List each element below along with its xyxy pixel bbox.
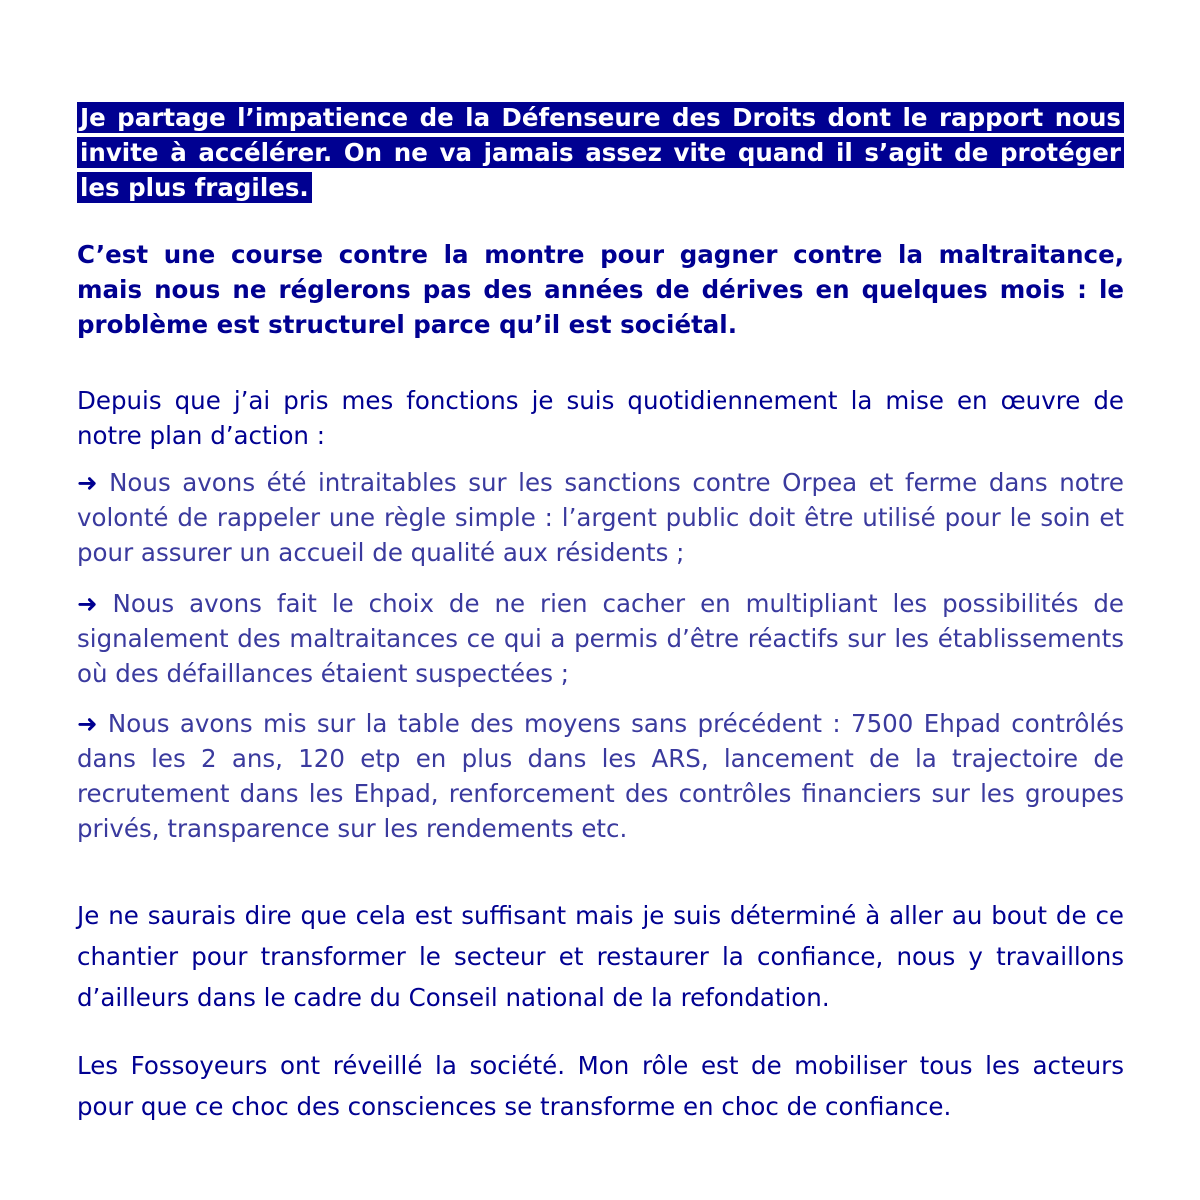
paragraph-course-contre-la-montre: C’est une course contre la montre pour gagner contre la maltraitance, mais nous ne réglerons pas des années de dérives en quelques mois : le problème est structurel parce qu’il est sociétal. xyxy=(77,240,1124,339)
bullet-text: Nous avons été intraitables sur les sanctions contre Orpea et ferme dans notre volonté de rappeler une règle simple : l’argent public doit être utilisé pour le soin et pour assurer un accueil de qualité aux résidents ; xyxy=(77,468,1124,567)
paragraph-determination: Je ne saurais dire que cela est suffisant mais je suis déterminé à aller au bout de ce chantier pour transformer le secteur et restaurer la confiance, nous y travaillons d’ailleurs dans le cadre du Conseil national de la refondation. xyxy=(77,901,1124,1012)
bullet-item-sanctions xyxy=(77,465,1124,570)
bullet-text: Nous avons mis sur la table des moyens sans précédent : 7500 Ehpad contrôlés dans les 2 ans, 120 etp en plus dans les ARS, lancement de la trajectoire de recrutement dans les Ehpad, renforcement des contrôles financiers sur les groupes privés, transparence sur les rendements etc. xyxy=(77,709,1124,843)
bullet-item-moyens xyxy=(77,706,1124,846)
paragraph-fossoyeurs: Les Fossoyeurs ont réveillé la société. Mon rôle est de mobiliser tous les acteurs pour que ce choc des consciences se transforme en choc de confiance. xyxy=(77,1051,1124,1121)
arrow-right-icon: ➜ xyxy=(77,468,98,497)
arrow-right-icon: ➜ xyxy=(77,589,98,618)
highlighted-text: Je partage l’impatience de la Défenseure des Droits dont le rapport nous invite à accélérer. On ne va jamais assez vite quand il s’agit de protéger les plus fragiles. xyxy=(77,102,1124,203)
bullet-text: Nous avons fait le choix de ne rien cacher en multipliant les possibilités de signalement des maltraitances ce qui a permis d’être réactifs sur les établissements où des défaillances étaient suspectées ; xyxy=(77,589,1125,688)
bullet-item-signalement xyxy=(77,586,1124,691)
highlighted-paragraph xyxy=(77,100,1124,205)
paragraph-plan-action-intro: Depuis que j’ai pris mes fonctions je suis quotidiennement la mise en œuvre de notre plan d’action : xyxy=(77,386,1124,450)
arrow-right-icon: ➜ xyxy=(77,709,98,738)
